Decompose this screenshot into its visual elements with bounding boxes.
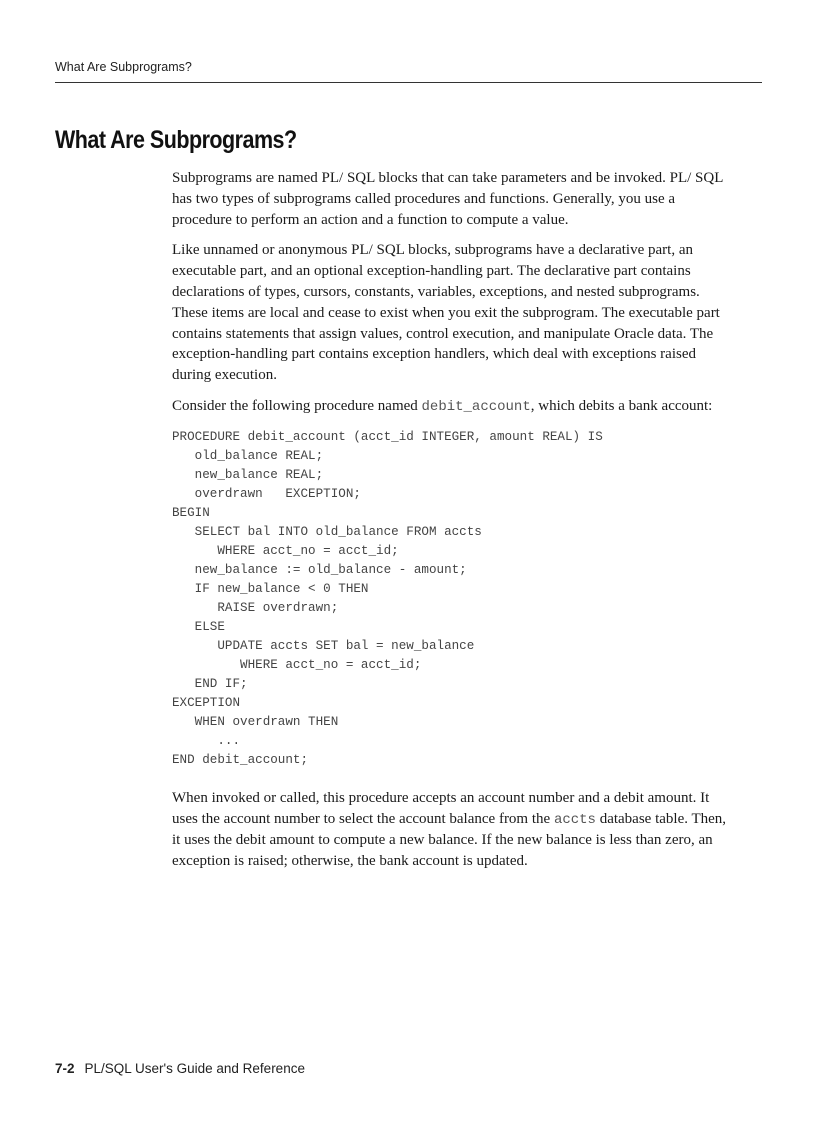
code-line: old_balance REAL; bbox=[172, 448, 324, 463]
code-line: RAISE overdrawn; bbox=[172, 600, 339, 615]
inline-code-procedure-name: debit_account bbox=[421, 398, 531, 415]
code-line: BEGIN bbox=[172, 505, 210, 520]
code-line: UPDATE accts SET bal = new_balance bbox=[172, 638, 475, 653]
code-line: ... bbox=[172, 733, 241, 748]
page-footer bbox=[55, 1061, 305, 1076]
structure-paragraph: Like unnamed or anonymous PL/ SQL blocks, subprograms have a declarative part, an executable part, and an optional exception-handling part. The declarative part contains declarations of types, cursors, constants, variables, exceptions, and nested subprograms. These items are local and cease to exist when you exit the subprogram. The executable part contains statements that assign values, control execution, and manipulate Oracle data. The exception-handling part contains exception handlers, which deal with exceptions raised during execution. bbox=[172, 242, 720, 384]
code-line: END debit_account; bbox=[172, 752, 309, 767]
example-intro-text-end: , which debits a bank account: bbox=[530, 397, 713, 414]
running-header: What Are Subprograms? bbox=[55, 60, 192, 74]
example-intro-paragraph bbox=[172, 396, 732, 418]
code-line: PROCEDURE debit_account (acct_id INTEGER, amount REAL) IS bbox=[172, 429, 603, 444]
book-title: PL/SQL User's Guide and Reference bbox=[84, 1061, 305, 1076]
code-line: WHERE acct_no = acct_id; bbox=[172, 657, 422, 672]
code-line: WHERE acct_no = acct_id; bbox=[172, 543, 399, 558]
code-line: new_balance REAL; bbox=[172, 467, 324, 482]
code-line: EXCEPTION bbox=[172, 695, 241, 710]
intro-paragraph: Subprograms are named PL/ SQL blocks that can take parameters and be invoked. PL/ SQL has two types of subprograms called procedures and functions. Generally, you use a procedure to perform an action and a function to compute a value. bbox=[172, 170, 723, 228]
explanation-text-start: When invoked or called, this procedure accepts an account number and a debit amount. It uses the account number to select the account balance from the bbox=[172, 789, 710, 827]
code-line: overdrawn EXCEPTION; bbox=[172, 486, 361, 501]
inline-code-table-name: accts bbox=[553, 811, 596, 828]
explanation-paragraph bbox=[172, 788, 732, 872]
code-line: ELSE bbox=[172, 619, 225, 634]
header-divider bbox=[55, 82, 762, 83]
code-example bbox=[172, 428, 732, 770]
code-line: new_balance := old_balance - amount; bbox=[172, 562, 467, 577]
code-line: END IF; bbox=[172, 676, 248, 691]
example-intro-text-start: Consider the following procedure named bbox=[172, 397, 422, 414]
code-line: SELECT bal INTO old_balance FROM accts bbox=[172, 524, 482, 539]
code-line: IF new_balance < 0 THEN bbox=[172, 581, 369, 596]
page-title: What Are Subprograms? bbox=[55, 126, 297, 154]
page-number: 7-2 bbox=[55, 1061, 75, 1076]
code-line: WHEN overdrawn THEN bbox=[172, 714, 339, 729]
body-text bbox=[172, 168, 732, 882]
explanation-text-end: database table. Then, it uses the debit amount to compute a new balance. If the new balance is less than zero, an exception is raised; otherwise, the bank account is updated. bbox=[172, 810, 727, 870]
